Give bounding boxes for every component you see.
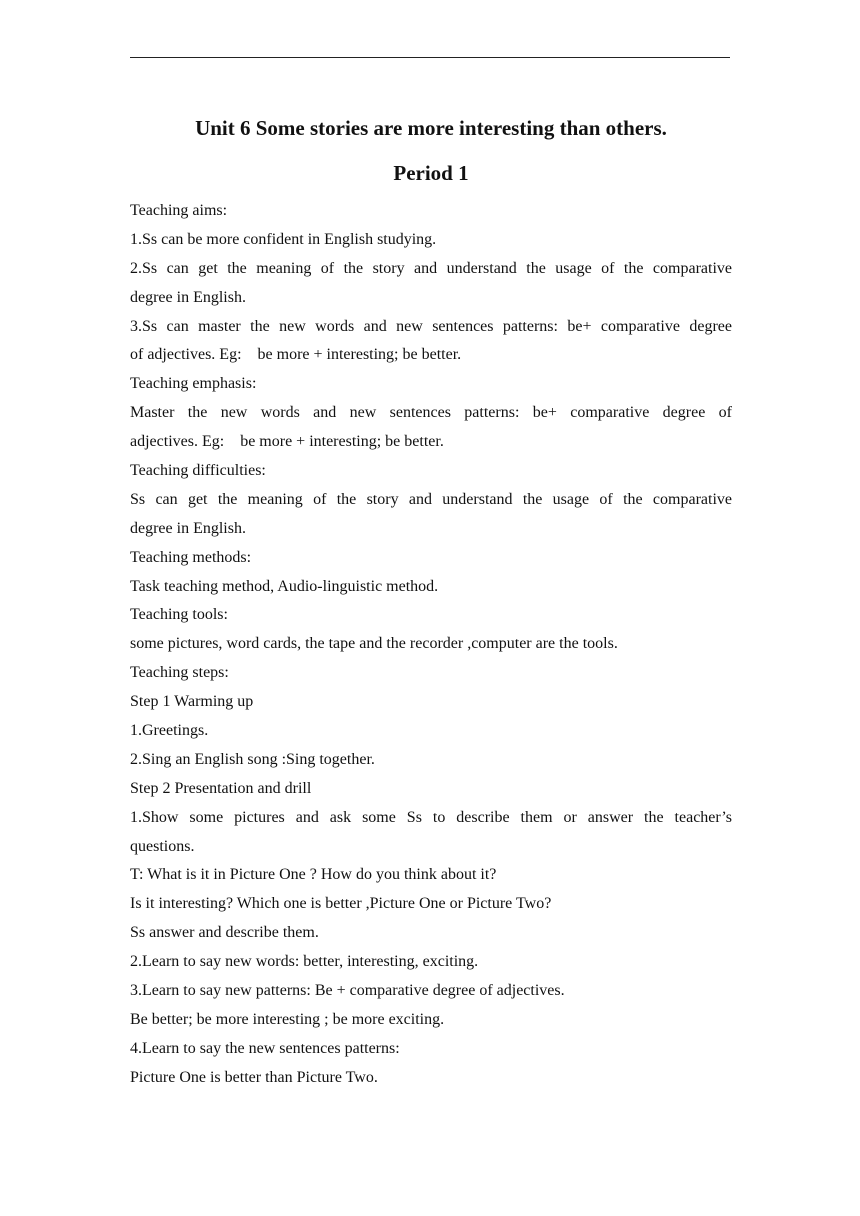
text-line: Teaching steps: bbox=[130, 664, 229, 682]
document-subtitle: Period 1 bbox=[393, 161, 469, 185]
text-line: Ss can get the meaning of the story and understand the usage of the comparative bbox=[130, 490, 732, 508]
text-line: degree in English. bbox=[130, 519, 246, 537]
text-line: 2.Ss can get the meaning of the story and understand the usage of the comparative bbox=[130, 259, 732, 277]
text-line: Step 1 Warming up bbox=[130, 693, 254, 711]
text-line: Picture One is better than Picture Two. bbox=[130, 1068, 378, 1086]
header-rule bbox=[130, 57, 730, 58]
text-line: Task teaching method, Audio-linguistic method. bbox=[130, 577, 439, 595]
text-line: degree in English. bbox=[130, 288, 246, 306]
text-line: Teaching tools: bbox=[130, 606, 228, 624]
text-line: 3.Learn to say new patterns: Be + comparative degree of adjectives. bbox=[130, 982, 565, 1000]
text-line: Teaching aims: bbox=[130, 202, 228, 219]
text-line: 1.Show some pictures and ask some Ss to describe them or answer the teacher’s bbox=[130, 808, 732, 826]
text-line: Step 2 Presentation and drill bbox=[130, 779, 312, 797]
text-line: some pictures, word cards, the tape and the recorder ,computer are the tools. bbox=[130, 635, 618, 653]
text-line: Teaching difficulties: bbox=[130, 462, 266, 480]
document-title: Unit 6 Some stories are more interesting than others. bbox=[195, 116, 667, 140]
text-line: 2.Sing an English song :Sing together. bbox=[130, 750, 375, 768]
document-body bbox=[130, 197, 732, 1093]
text-line: Ss answer and describe them. bbox=[130, 924, 319, 942]
text-line: adjectives. Eg: be more + interesting; be better. bbox=[130, 433, 444, 451]
text-line: 4.Learn to say the new sentences patterns: bbox=[130, 1039, 400, 1057]
text-line: Is it interesting? Which one is better ,Picture One or Picture Two? bbox=[130, 895, 552, 913]
text-line: Master the new words and new sentences patterns: be+ comparative degree of bbox=[130, 404, 732, 422]
text-line: 3.Ss can master the new words and new sentences patterns: be+ comparative degree bbox=[130, 317, 732, 335]
text-line: Teaching emphasis: bbox=[130, 375, 257, 393]
text-line: 2.Learn to say new words: better, interesting, exciting. bbox=[130, 953, 479, 971]
text-line: Teaching methods: bbox=[130, 548, 252, 566]
text-line: 1.Ss can be more confident in English studying. bbox=[130, 230, 437, 248]
text-line: T: What is it in Picture One ? How do you think about it? bbox=[130, 866, 497, 884]
text-line: questions. bbox=[130, 837, 195, 855]
text-line: 1.Greetings. bbox=[130, 722, 209, 740]
text-line: of adjectives. Eg: be more + interesting; be better. bbox=[130, 346, 462, 364]
text-line: Be better; be more interesting ; be more exciting. bbox=[130, 1010, 445, 1028]
